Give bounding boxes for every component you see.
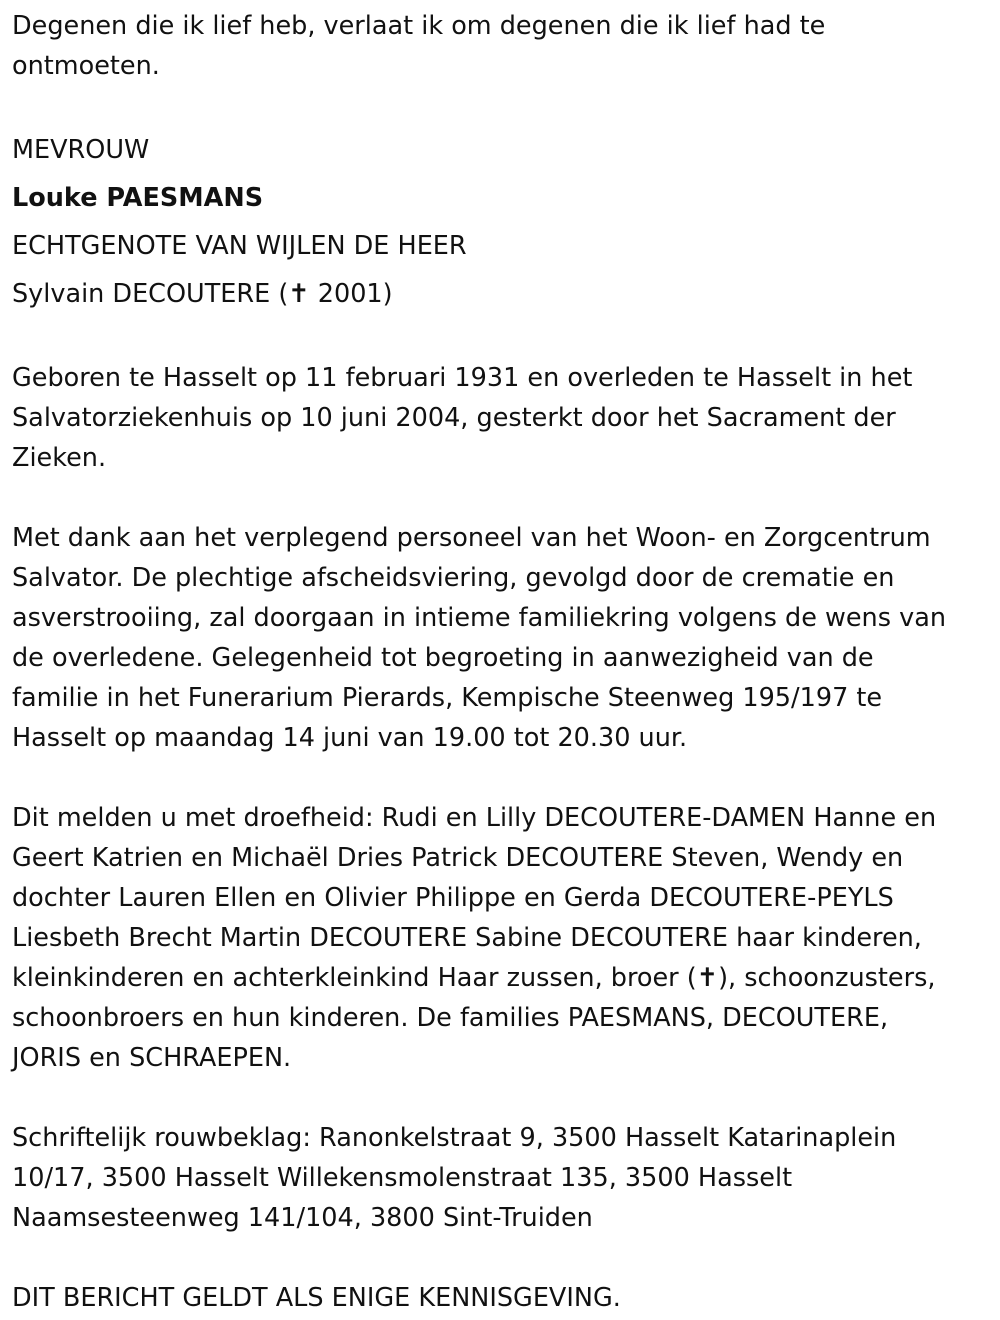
ceremony-line: Salvator. De plechtige afscheidsviering, gevolgd door de crematie en <box>12 563 895 593</box>
condolence-paragraph <box>12 1118 988 1238</box>
deceased-block <box>12 126 988 318</box>
relation-line: ECHTGENOTE VAN WIJLEN DE HEER <box>12 231 467 261</box>
ceremony-paragraph <box>12 518 988 758</box>
birth-death-line: Salvatorziekenhuis op 10 juni 2004, gesterkt door het Sacrament der <box>12 403 896 433</box>
family-line: Geert Katrien en Michaël Dries Patrick DECOUTERE Steven, Wendy en <box>12 843 904 873</box>
ceremony-line: asverstrooiing, zal doorgaan in intieme familiekring volgens de wens van <box>12 603 946 633</box>
family-line: Dit melden u met droefheid: Rudi en Lilly DECOUTERE-DAMEN Hanne en <box>12 803 937 833</box>
motto-line: ontmoeten. <box>12 51 160 81</box>
family-line: Liesbeth Brecht Martin DECOUTERE Sabine DECOUTERE haar kinderen, <box>12 923 922 953</box>
family-paragraph <box>12 798 988 1078</box>
birth-death-line: Zieken. <box>12 443 107 473</box>
condolence-line: Schriftelijk rouwbeklag: Ranonkelstraat 9, 3500 Hasselt Katarinaplein <box>12 1123 897 1153</box>
ceremony-line: de overledene. Gelegenheid tot begroeting in aanwezigheid van de <box>12 643 874 673</box>
motto-paragraph <box>12 6 988 86</box>
condolence-line: 10/17, 3500 Hasselt Willekensmolenstraat 135, 3500 Hasselt <box>12 1163 793 1193</box>
ceremony-line: Met dank aan het verplegend personeel van het Woon- en Zorgcentrum <box>12 523 931 553</box>
family-line: schoonbroers en hun kinderen. De families PAESMANS, DECOUTERE, <box>12 1003 889 1033</box>
salutation: MEVROUW <box>12 135 150 165</box>
ceremony-line: familie in het Funerarium Pierards, Kempische Steenweg 195/197 te <box>12 683 883 713</box>
condolence-line: Naamsesteenweg 141/104, 3800 Sint-Truiden <box>12 1203 593 1233</box>
motto-line: Degenen die ik lief heb, verlaat ik om degenen die ik lief had te <box>12 11 826 41</box>
birth-death-line: Geboren te Hasselt op 11 februari 1931 en overleden te Hasselt in het <box>12 363 913 393</box>
notice-line: DIT BERICHT GELDT ALS ENIGE KENNISGEVING. <box>12 1283 621 1313</box>
family-line: JORIS en SCHRAEPEN. <box>12 1043 292 1073</box>
family-line: kleinkinderen en achterkleinkind Haar zussen, broer (✝), schoonzusters, <box>12 963 936 993</box>
spouse-line: Sylvain DECOUTERE (✝ 2001) <box>12 279 393 309</box>
birth-death-paragraph <box>12 358 988 478</box>
notice-paragraph <box>12 1278 988 1318</box>
ceremony-line: Hasselt op maandag 14 juni van 19.00 tot 20.30 uur. <box>12 723 688 753</box>
family-line: dochter Lauren Ellen en Olivier Philippe en Gerda DECOUTERE-PEYLS <box>12 883 894 913</box>
deceased-name: Louke PAESMANS <box>12 183 264 213</box>
